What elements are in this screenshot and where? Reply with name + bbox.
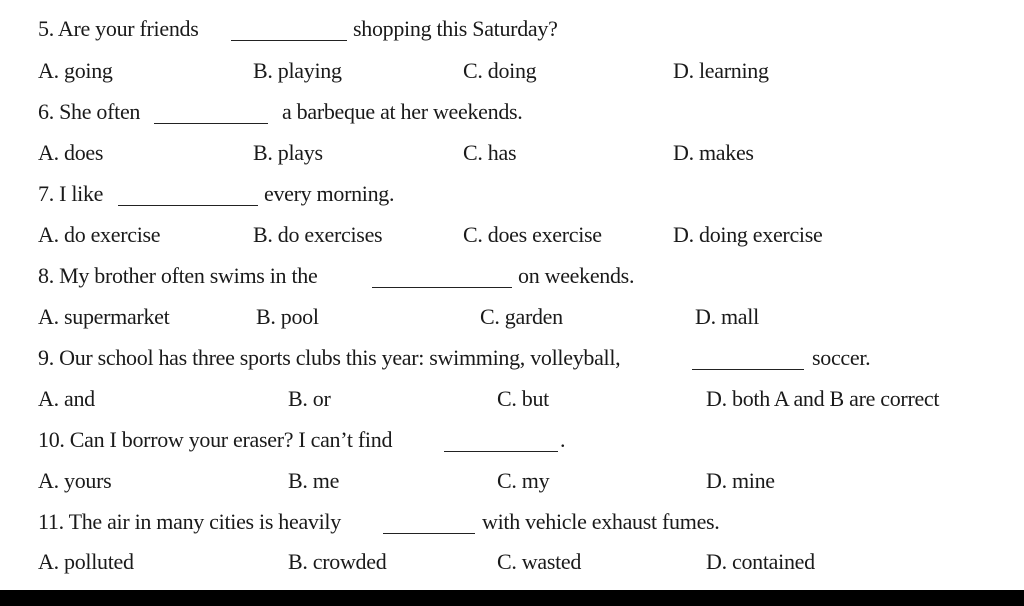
question-9-option-c: C. but [497,386,549,411]
question-7-option-b: B. do exercises [253,222,383,247]
question-8-option-c: C. garden [480,304,563,329]
question-5-option-c: C. doing [463,58,537,83]
question-11-stem-start: 11. The air in many cities is heavily [38,509,341,534]
question-9-option-d: D. both A and B are correct [706,386,940,411]
question-9-option-a: A. and [38,386,95,411]
question-7-stem-start: 7. I like [38,181,104,206]
answer-blank-10 [444,451,558,452]
question-10-option-a: A. yours [38,468,112,493]
bottom-black-bar [0,590,1024,606]
question-7-option-a: A. do exercise [38,222,161,247]
question-10-stem-start: 10. Can I borrow your eraser? I can’t find [38,427,393,452]
answer-blank-8 [372,287,512,288]
question-6-option-d: D. makes [673,140,754,165]
question-5-stem-start: 5. Are your friends [38,16,199,41]
question-7-option-c: C. does exercise [463,222,602,247]
question-8-stem-start: 8. My brother often swims in the [38,263,318,288]
answer-blank-11 [383,533,475,534]
question-9-stem-start: 9. Our school has three sports clubs this year: swimming, volleyball, [38,345,621,370]
question-10-option-b: B. me [288,468,340,493]
question-5-stem-end: shopping this Saturday? [353,16,558,41]
answer-blank-9 [692,369,804,370]
question-10-stem-end: . [560,427,566,452]
question-9-stem-end: soccer. [812,345,871,370]
question-10-option-d: D. mine [706,468,775,493]
question-6-option-a: A. does [38,140,104,165]
question-7-option-d: D. doing exercise [673,222,823,247]
question-6-option-c: C. has [463,140,517,165]
question-11-stem-end: with vehicle exhaust fumes. [482,509,720,534]
question-9-option-b: B. or [288,386,331,411]
question-10-option-c: C. my [497,468,550,493]
question-6-stem-start: 6. She often [38,99,141,124]
question-11-option-c: C. wasted [497,549,582,574]
question-8-option-b: B. pool [256,304,319,329]
question-11-option-d: D. contained [706,549,815,574]
answer-blank-5 [231,40,347,41]
question-5-option-b: B. playing [253,58,342,83]
question-8-stem-end: on weekends. [518,263,635,288]
question-7-stem-end: every morning. [264,181,395,206]
question-5-option-d: D. learning [673,58,769,83]
question-8-option-d: D. mall [695,304,759,329]
question-8-option-a: A. supermarket [38,304,170,329]
answer-blank-6 [154,123,268,124]
question-6-option-b: B. plays [253,140,323,165]
question-11-option-b: B. crowded [288,549,387,574]
question-5-option-a: A. going [38,58,113,83]
question-11-option-a: A. polluted [38,549,134,574]
question-6-stem-end: a barbeque at her weekends. [282,99,523,124]
answer-blank-7 [118,205,258,206]
